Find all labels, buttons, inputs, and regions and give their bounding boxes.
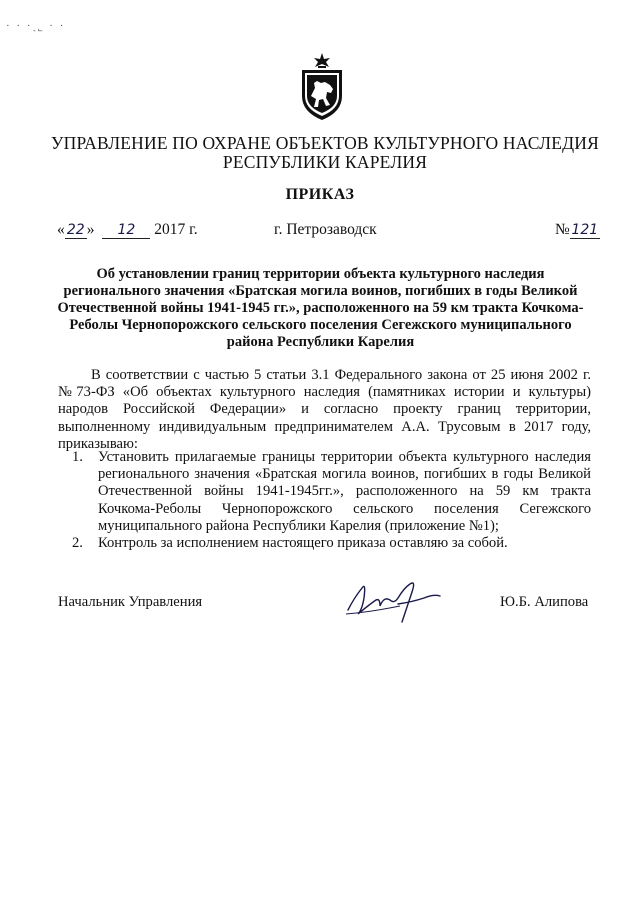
item-text: Контроль за исполнением настоящего приказа оставляю за собой. <box>98 535 508 552</box>
order-subject: Об установлении границ территории объекта культурного наследия регионального значения «Братская могила воинов, погибших в годы Великой Отечественной войны 1941-1945 гг.», расположенного на 59 км тракта Кочкома-Реболы Чернопорожского сельского поселения Сегежского муниципального района Республики Карелия <box>57 266 584 350</box>
list-item <box>58 535 591 552</box>
signatory-position: Начальник Управления <box>58 594 203 610</box>
date-year: 2017 г. <box>154 221 198 238</box>
date-day: 22 <box>65 223 87 239</box>
preamble-text: В соответствии с частью 5 статьи 3.1 Федерального закона от 25 июня 2002 г. №73-ФЗ «Об объектах культурного наследия (памятниках истории и культуры) народов Российской Федерации» и согласно проекту границ территории, выполненному индивидуальным предпринимателем А.А. Трусовым в 2017 году, приказываю: <box>58 367 591 452</box>
city: г. Петрозаводск <box>274 221 377 238</box>
karelia-coat-of-arms-icon <box>297 52 347 122</box>
preamble <box>58 367 591 453</box>
order-date <box>57 221 198 239</box>
number-prefix: № <box>555 221 570 238</box>
date-close-quote: » <box>86 221 95 238</box>
item-number: 1. <box>72 449 83 465</box>
organization-name-line2: РЕСПУБЛИКИ КАРЕЛИЯ <box>222 152 428 172</box>
list-item <box>58 449 591 535</box>
handwritten-signature <box>340 570 460 630</box>
order-items <box>58 449 591 552</box>
number-value: 121 <box>571 222 599 238</box>
date-month: 12 <box>102 223 150 239</box>
document-type-title: ПРИКАЗ <box>285 186 355 203</box>
item-number: 2. <box>72 535 83 552</box>
order-number <box>555 221 600 239</box>
item-text: Установить прилагаемые границы территории объекта культурного наследия регионального значения «Братская могила воинов, погибших в годы Великой Отечественной войны 1941-1945гг.», расположенного на 59 км тракта Кочкома-Реболы Чернопорожского сельского поселения Сегежского муниципального района Республики Карелия (приложение №1); <box>98 449 591 534</box>
organization-name-line1: УПРАВЛЕНИЕ ПО ОХРАНЕ ОБЪЕКТОВ КУЛЬТУРНОГО НАСЛЕДИЯ <box>51 133 599 153</box>
scan-marks: · · ·ˎ˾ · · <box>6 20 66 32</box>
signatory-name: Ю.Б. Алипова <box>500 594 589 610</box>
date-open-quote: « <box>57 221 65 238</box>
